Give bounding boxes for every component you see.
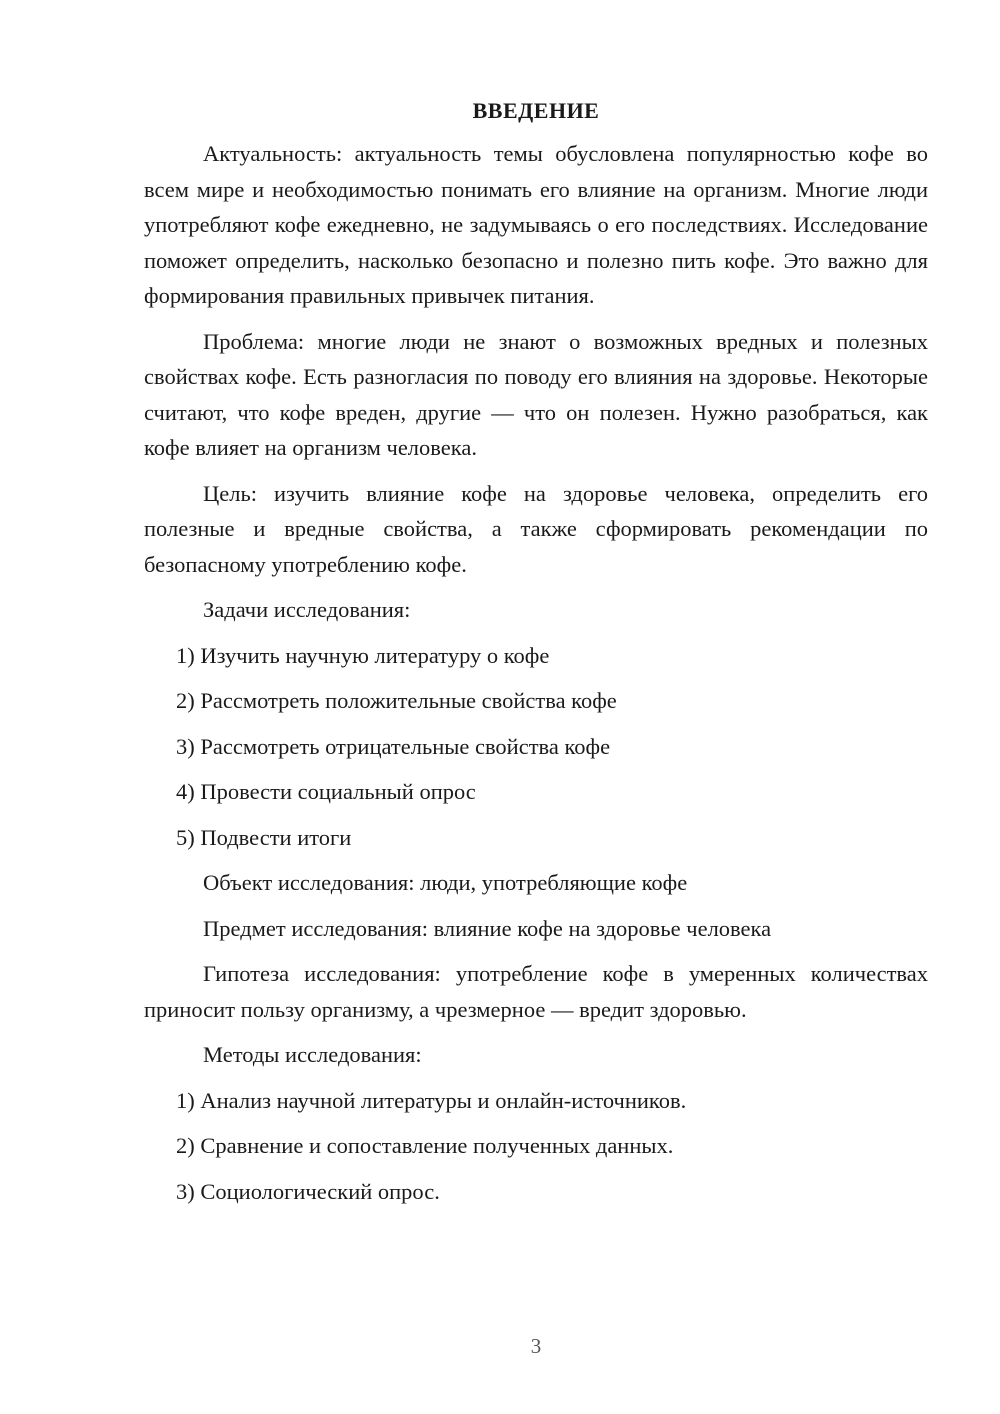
list-item: 2) Рассмотреть положительные свойства кофе	[176, 688, 617, 713]
methods-list	[144, 1083, 928, 1210]
list-item: 1) Анализ научной литературы и онлайн-источников.	[176, 1087, 687, 1113]
list-item: 4) Провести социальный опрос	[176, 779, 476, 804]
section-title: ВВЕДЕНИЕ	[472, 98, 600, 123]
relevance-paragraph: Актуальность: актуальность темы обусловлена популярностью кофе во всем мире и необходимостью понимать его влияние на организм. Многие люди употребляют кофе ежедневно, не задумываясь о его последствиях. Исследование поможет определить, насколько безопасно и полезно пить кофе. Это важно для формирования правильных привычек питания.	[144, 141, 928, 308]
subject-line: Предмет исследования: влияние кофе на здоровье человека	[203, 915, 772, 941]
list-item: 1) Изучить научную литературу о кофе	[176, 642, 550, 668]
list-item: 5) Подвести итоги	[176, 824, 352, 850]
list-item: 3) Рассмотреть отрицательные свойства кофе	[176, 733, 611, 759]
methods-heading: Методы исследования:	[203, 1042, 422, 1067]
object-line: Объект исследования: люди, употребляющие кофе	[203, 870, 688, 895]
problem-paragraph: Проблема: многие люди не знают о возможных вредных и полезных свойствах кофе. Есть разногласия по поводу его влияния на здоровье. Некоторые считают, что кофе вреден, другие — что он полезен. Нужно разобраться, как кофе влияет на организм человека.	[144, 328, 928, 460]
list-item: 3) Социологический опрос.	[176, 1178, 440, 1204]
hypothesis-paragraph: Гипотеза исследования: употребление кофе в умеренных количествах приносит пользу организму, а чрезмерное — вредит здоровью.	[144, 961, 928, 1022]
goal-paragraph: Цель: изучить влияние кофе на здоровье человека, определить его полезные и вредные свойства, а также сформировать рекомендации по безопасному употреблению кофе.	[144, 480, 928, 577]
tasks-list	[144, 638, 928, 856]
tasks-heading: Задачи исследования:	[203, 597, 411, 622]
page-number: 3	[530, 1334, 542, 1358]
document-body	[144, 94, 928, 1219]
list-item: 2) Сравнение и сопоставление полученных данных.	[176, 1133, 674, 1158]
